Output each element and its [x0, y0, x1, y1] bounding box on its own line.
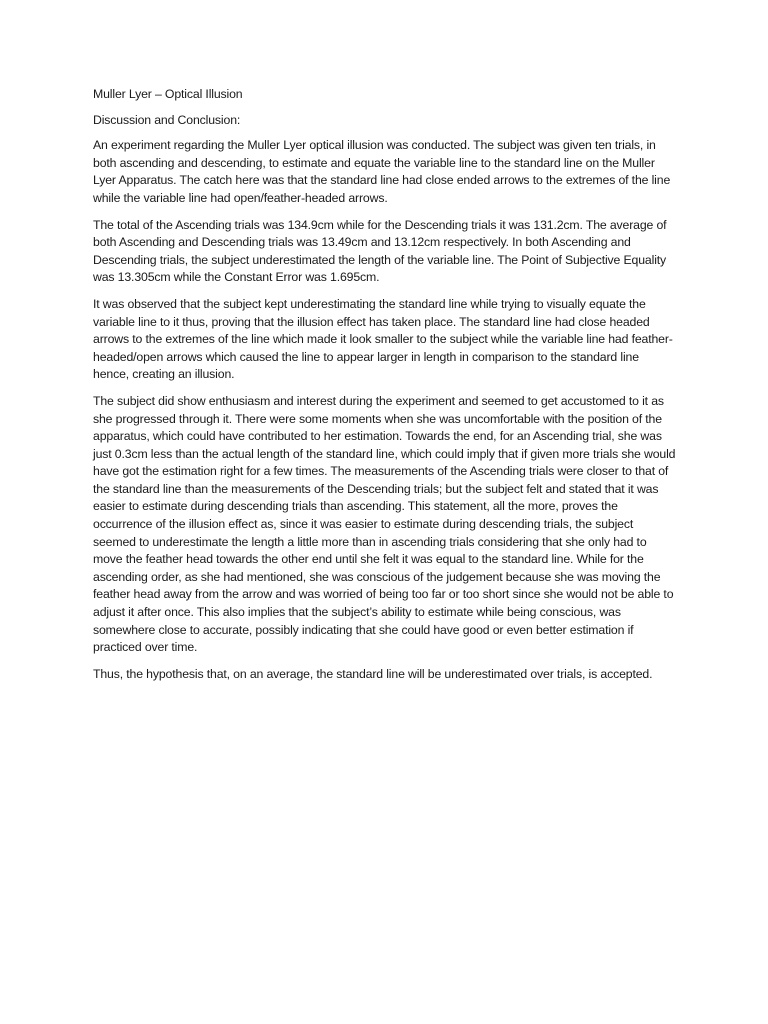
document-title: Muller Lyer – Optical Illusion	[93, 87, 243, 101]
document-body	[93, 86, 677, 692]
paragraph-observation: It was observed that the subject kept underestimating the standard line while trying to visually equate the variable line to it thus, proving that the illusion effect has taken place. The standard line had close headed arrows to the extremes of the line which made it look smaller to the subject while the variable line had feather-headed/open arrows which caused the line to appear larger in length in comparison to the standard line hence, creating an illusion.	[93, 296, 673, 382]
section-heading: Discussion and Conclusion:	[93, 112, 241, 127]
paragraph-results: The total of the Ascending trials was 134.9cm while for the Descending trials it was 131.2cm. The average of both Ascending and Descending trials was 13.49cm and 13.12cm respectively. In both Ascending and Descending trials, the subject underestimated the length of the variable line. The Point of Subjective Equality was 13.305cm while the Constant Error was 1.695cm.	[93, 217, 667, 285]
paragraph-introduction: An experiment regarding the Muller Lyer optical illusion was conducted. The subject was given ten trials, in both ascending and descending, to estimate and equate the variable line to the standard line on the Muller Lyer Apparatus. The catch here was that the standard line had close ended arrows to the extremes of the line while the variable line had open/feather-headed arrows.	[93, 138, 671, 205]
paragraph-conclusion: Thus, the hypothesis that, on an average, the standard line will be underestimated over trials, is accepted.	[93, 666, 653, 681]
paragraph-discussion: The subject did show enthusiasm and interest during the experiment and seemed to get accustomed to it as she progressed through it. There were some moments when she was uncomfortable with the position of the apparatus, which could have contributed to her estimation. Towards the end, for an Ascending trial, she was just 0.3cm less than the actual length of the standard line, which could imply that if given more trials she would have got the estimation right for a few times. The measurements of the Ascending trials were closer to that of the standard line than the measurements of the Descending trials; but the subject felt and stated that it was easier to estimate during descending trials than ascending. This statement, all the more, proves the occurrence of the illusion effect as, since it was easier to estimate during descending trials, the subject seemed to underestimate the length a little more than in ascending trials considering that she only had to move the feather head towards the other end until she felt it was equal to the standard line. While for the ascending order, as she had mentioned, she was conscious of the judgement because she was moving the feather head away from the arrow and was worried of being too far or too short since she would not be able to adjust it after once. This also implies that the subject’s ability to estimate while being conscious, was somewhere close to accurate, possibly indicating that she could have good or even better estimation if practiced over time.	[93, 393, 676, 655]
